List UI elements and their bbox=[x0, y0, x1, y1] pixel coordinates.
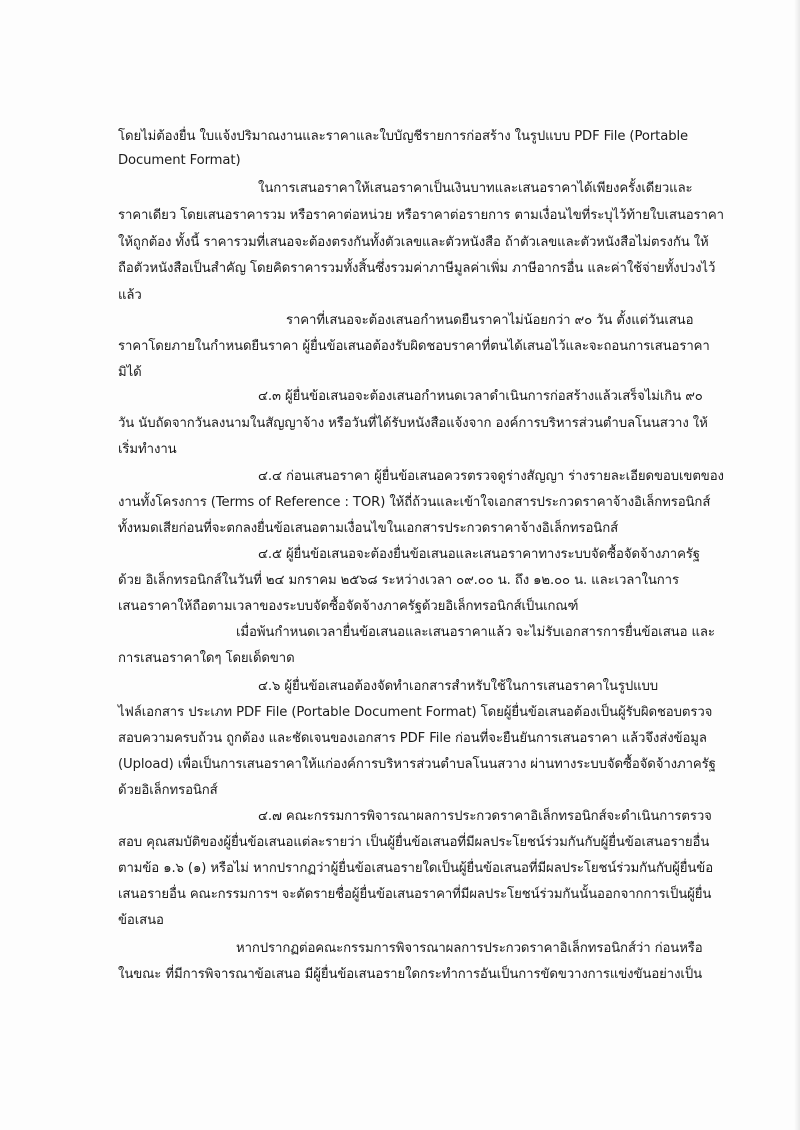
text-line: ๔.๔ ก่อนเสนอราคา ผู้ยื่นข้อเสนอควรตรวจดูร่างสัญญา ร่างรายละเอียดขอบเขตของ bbox=[258, 469, 724, 484]
text-line: ไฟล์เอกสาร ประเภท PDF File (Portable Document Format) โดยผู้ยื่นข้อเสนอต้องเป็นผู้รับผิดชอบตรวจ bbox=[118, 705, 713, 720]
text-line: ๔.๕ ผู้ยื่นข้อเสนอจะต้องยื่นข้อเสนอและเสนอราคาทางระบบจัดซื้อจัดจ้างภาครัฐ bbox=[258, 547, 700, 562]
text-line: แล้ว bbox=[118, 288, 142, 303]
text-line: ๔.๖ ผู้ยื่นข้อเสนอต้องจัดทำเอกสารสำหรับใช้ในการเสนอราคาในรูปแบบ bbox=[258, 679, 659, 694]
text-line: หากปรากฏต่อคณะกรรมการพิจารณาผลการประกวดราคาอิเล็กทรอนิกส์ว่า ก่อนหรือ bbox=[236, 941, 703, 956]
page-edge-shadow bbox=[794, 0, 800, 1130]
text-line: ให้ถูกต้อง ทั้งนี้ ราคารวมที่เสนอจะต้องตรงกันทั้งตัวเลขและตัวหนังสือ ถ้าตัวเลขและตัวหนังสือไม่ตรงกัน ให้ bbox=[118, 235, 709, 250]
text-line: ราคาโดยภายในกำหนดยืนราคา ผู้ยื่นข้อเสนอต้องรับผิดชอบราคาที่ตนได้เสนอไว้และจะถอนการเสนอราคา bbox=[118, 339, 710, 354]
text-line: ด้วยอิเล็กทรอนิกส์ bbox=[118, 783, 218, 798]
text-line: สอบ คุณสมบัติของผู้ยื่นข้อเสนอแต่ละรายว่า เป็นผู้ยื่นข้อเสนอที่มีผลประโยชน์ร่วมกันกับผู้ยื่นข้อเสนอรายอื่น bbox=[118, 835, 710, 850]
text-line: ตามข้อ ๑.๖ (๑) หรือไม่ หากปรากฏว่าผู้ยื่นข้อเสนอรายใดเป็นผู้ยื่นข้อเสนอที่มีผลประโยชน์ร่วมกันกับผู้ยื่นข้อ bbox=[118, 861, 714, 876]
text-line: ๔.๗ คณะกรรมการพิจารณาผลการประกวดราคาอิเล็กทรอนิกส์จะดำเนินการตรวจ bbox=[258, 809, 712, 824]
text-line: เริ่มทำงาน bbox=[118, 442, 177, 457]
text-line: สอบความครบถ้วน ถูกต้อง และชัดเจนของเอกสาร PDF File ก่อนที่จะยืนยันการเสนอราคา แล้วจึงส่งข้อมูล bbox=[118, 731, 707, 746]
text-line: ในขณะ ที่มีการพิจารณาข้อเสนอ มีผู้ยื่นข้อเสนอรายใดกระทำการอันเป็นการขัดขวางการแข่งขันอย่างเป็น bbox=[118, 967, 703, 982]
text-line: เมื่อพ้นกำหนดเวลายื่นข้อเสนอและเสนอราคาแล้ว จะไม่รับเอกสารการยื่นข้อเสนอ และ bbox=[236, 625, 715, 640]
text-line: งานทั้งโครงการ (Terms of Reference : TOR) ให้ถี่ถ้วนและเข้าใจเอกสารประกวดราคาจ้างอิเล็กทรอนิกส์ bbox=[118, 495, 711, 510]
text-line: Document Format) bbox=[118, 153, 241, 168]
text-line: ด้วย อิเล็กทรอนิกส์ในวันที่ ๒๔ มกราคม ๒๕๖๘ ระหว่างเวลา ๐๙.๐๐ น. ถึง ๑๒.๐๐ น. และเวลาในการ bbox=[118, 573, 679, 588]
text-line: ข้อเสนอ bbox=[118, 913, 164, 928]
text-line: ถือตัวหนังสือเป็นสำคัญ โดยคิดราคารวมทั้งสิ้นซึ่งรวมค่าภาษีมูลค่าเพิ่ม ภาษีอากรอื่น และค่าใช้จ่ายทั้งปวงไว้ bbox=[118, 261, 716, 276]
text-line: ในการเสนอราคาให้เสนอราคาเป็นเงินบาทและเสนอราคาได้เพียงครั้งเดียวและ bbox=[258, 181, 693, 196]
text-line: โดยไม่ต้องยื่น ใบแจ้งปริมาณงานและราคาและใบบัญชีรายการก่อสร้าง ในรูปแบบ PDF File (Portable bbox=[118, 129, 689, 144]
text-line: ราคาที่เสนอจะต้องเสนอกำหนดยืนราคาไม่น้อยกว่า ๙๐ วัน ตั้งแต่วันเสนอ bbox=[286, 313, 694, 328]
text-line: การเสนอราคาใดๆ โดยเด็ดขาด bbox=[118, 651, 295, 666]
text-line: เสนอราคาให้ถือตามเวลาของระบบจัดซื้อจัดจ้างภาครัฐด้วยอิเล็กทรอนิกส์เป็นเกณฑ์ bbox=[118, 599, 579, 614]
text-line: เสนอรายอื่น คณะกรรมการฯ จะตัดรายชื่อผู้ยื่นข้อเสนอราคาที่มีผลประโยชน์ร่วมกันนั้นออกจากการเป็นผู้ยื่น bbox=[118, 887, 712, 902]
text-line: (Upload) เพื่อเป็นการเสนอราคาให้แก่องค์การบริหารส่วนตำบลโนนสวาง ผ่านทางระบบจัดซื้อจัดจ้างภาครัฐ bbox=[118, 757, 716, 772]
text-line: ๔.๓ ผู้ยื่นข้อเสนอจะต้องเสนอกำหนดเวลาดำเนินการก่อสร้างแล้วเสร็จไม่เกิน ๙๐ bbox=[258, 389, 703, 404]
text-line: ราคาเดียว โดยเสนอราคารวม หรือราคาต่อหน่วย หรือราคาต่อรายการ ตามเงื่อนไขที่ระบุไว้ท้ายใบเสนอราคา bbox=[118, 208, 724, 223]
text-line: ทั้งหมดเสียก่อนที่จะตกลงยื่นข้อเสนอตามเงื่อนไขในเอกสารประกวดราคาจ้างอิเล็กทรอนิกส์ bbox=[118, 521, 619, 536]
text-line: วัน นับถัดจากวันลงนามในสัญญาจ้าง หรือวันที่ได้รับหนังสือแจ้งจาก องค์การบริหารส่วนตำบลโนนสวาง ให้ bbox=[118, 416, 708, 431]
text-line: มิได้ bbox=[118, 365, 142, 380]
